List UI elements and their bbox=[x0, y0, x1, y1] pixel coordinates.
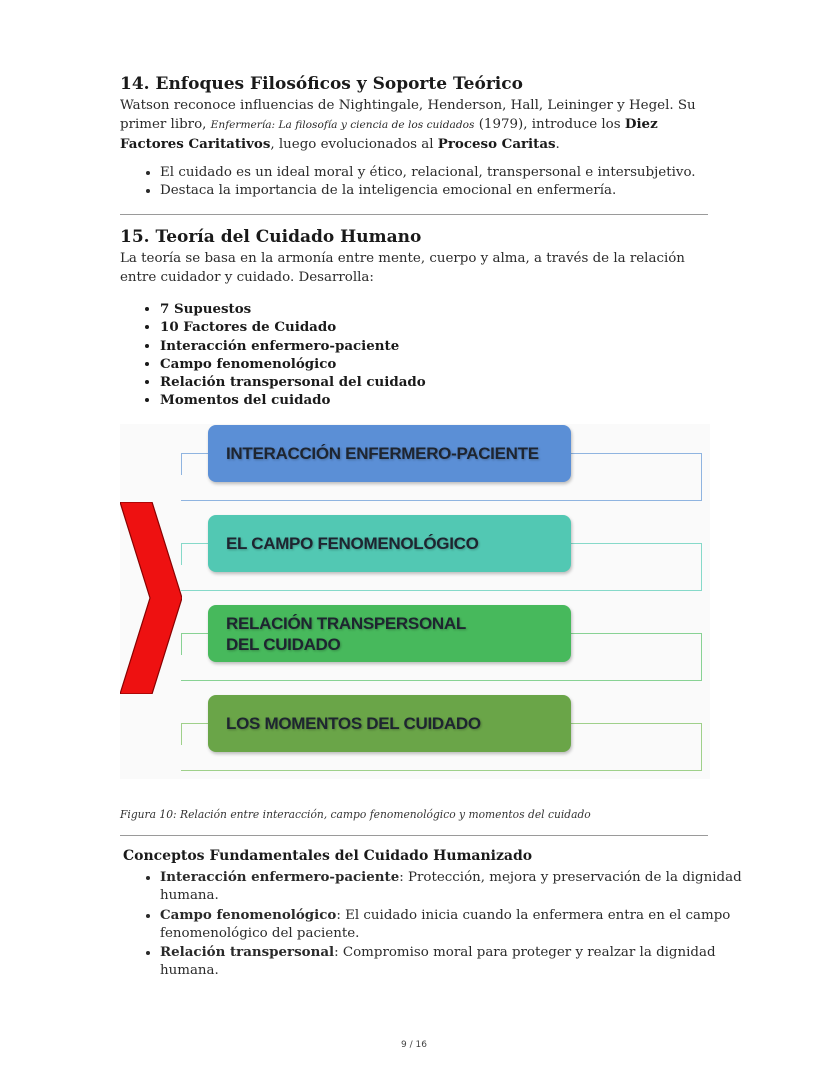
list-item bbox=[160, 906, 745, 944]
list-item: • Interacción enfermero-paciente bbox=[160, 337, 660, 355]
list-item: • Destaca la importancia de la inteligencia emocional en enfermería. bbox=[160, 182, 760, 200]
paragraph-text: . bbox=[555, 137, 560, 152]
list-item: • Campo fenomenológico bbox=[160, 355, 660, 373]
diagram-box-campo bbox=[208, 515, 571, 572]
page-number: 9 / 16 bbox=[401, 1040, 427, 1050]
outline-stub bbox=[181, 453, 182, 475]
figure-caption: Figura 10: Relación entre interacción, campo fenomenológico y momentos del cuidado bbox=[120, 808, 591, 821]
box-label: INTERACCIÓN ENFERMERO-PACIENTE bbox=[226, 444, 539, 463]
list-item: • El cuidado es un ideal moral y ético, relacional, transpersonal e intersubjetivo. bbox=[160, 164, 760, 182]
diagram-box-relacion bbox=[208, 605, 571, 662]
outline-stub bbox=[181, 723, 182, 745]
concept-term: Relación transpersonal bbox=[160, 944, 335, 961]
section-15-paragraph: La teoría se basa en la armonía entre mente, cuerpo y alma, a través de la relación entre cuidador y cuidado. Desarrolla: bbox=[120, 251, 685, 285]
bold-term: Diez Factores Caritativos bbox=[120, 116, 658, 152]
section-divider bbox=[120, 214, 708, 215]
box-label: EL CAMPO FENOMENOLÓGICO bbox=[226, 534, 479, 553]
concept-desc: : Protección, mejora y preservación de la dignidad humana. bbox=[160, 870, 742, 904]
concept-term: Campo fenomenológico bbox=[160, 906, 337, 923]
concept-desc: : Compromiso moral para proteger y realzar la dignidad humana. bbox=[160, 945, 716, 979]
section-14-bullets bbox=[120, 164, 760, 201]
paragraph-text: Watson reconoce influencias de Nightingale, Henderson, Hall, Leininger y Hegel. Su primer libro, bbox=[120, 98, 696, 132]
outline-stub bbox=[181, 543, 182, 565]
box-label: LOS MOMENTOS DEL CUIDADO bbox=[226, 714, 481, 733]
list-item bbox=[160, 943, 745, 981]
concept-term: Interacción enfermero-paciente bbox=[160, 869, 400, 885]
paragraph-text: (1979), introduce los bbox=[474, 117, 625, 132]
section-divider bbox=[120, 835, 708, 836]
chevron-arrow-icon bbox=[120, 502, 182, 694]
book-title: Enfermería: La filosofía y ciencia de los cuidados bbox=[210, 119, 475, 131]
list-item: • Relación transpersonal del cuidado bbox=[160, 373, 660, 391]
section-15-title: 15. Teoría del Cuidado Humano bbox=[120, 227, 422, 247]
section-14-paragraph bbox=[120, 96, 710, 154]
section-14-title: 14. Enfoques Filosóficos y Soporte Teórico bbox=[120, 74, 523, 94]
concepts-list bbox=[120, 868, 745, 981]
concept-desc: : El cuidado inicia cuando la enfermera entra en el campo fenomenológico del paciente. bbox=[160, 907, 731, 941]
box-label: RELACIÓN TRANSPERSONAL DEL CUIDADO bbox=[226, 613, 466, 654]
diagram-box-interaccion bbox=[208, 425, 571, 482]
paragraph-text: , luego evolucionados al bbox=[270, 137, 438, 152]
section-15-bullets bbox=[120, 300, 660, 410]
bold-term: Proceso Caritas bbox=[437, 136, 556, 152]
list-item: • 10 Factores de Cuidado bbox=[160, 318, 660, 336]
diagram-box-momentos bbox=[208, 695, 571, 752]
list-item: • Momentos del cuidado bbox=[160, 391, 660, 409]
list-item: • 7 Supuestos bbox=[160, 300, 660, 318]
list-item bbox=[160, 868, 745, 906]
outline-stub bbox=[181, 633, 182, 655]
care-concepts-diagram bbox=[120, 424, 710, 779]
concepts-title: Conceptos Fundamentales del Cuidado Humanizado bbox=[123, 848, 533, 864]
